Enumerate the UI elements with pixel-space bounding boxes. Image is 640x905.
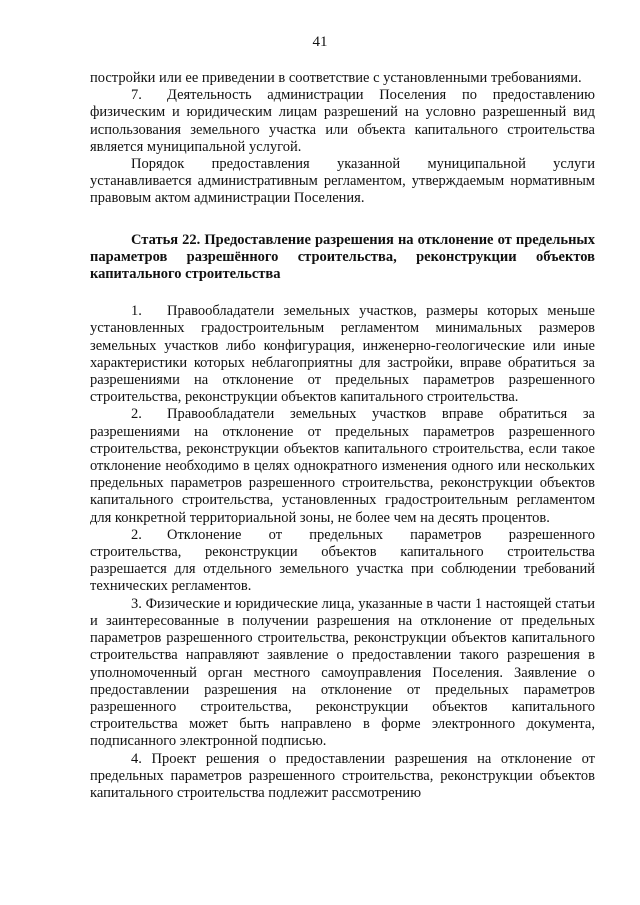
- paragraph-number: 2.: [131, 526, 142, 543]
- paragraph-text: Правообладатели земельных участков, размеры которых меньше установленных градостроительным регламентом минимальных размеров земельных участков либо конфигурация, инженерно-геологические или иные характеристики которых неблагоприятны для застройки, вправе обратиться за разрешениями на отклонение от предельных параметров разрешенного строительства, реконструкции объектов капитального строительства.: [90, 303, 595, 406]
- paragraph-number: 2.: [131, 406, 142, 423]
- paragraph-2: [90, 406, 595, 526]
- paragraph-procedure: Порядок предоставления указанной муниципальной услуги устанавливается административным регламентом, утверждаемым нормативным правовым актом администрации Поселения.: [90, 156, 595, 207]
- paragraph-text: Правообладатели земельных участков вправе обратиться за разрешениями на отклонение от предельных параметров разрешенного строительства, реконструкции объектов капитального строительства, если такое отклонение необходимо в целях однократного изменения одного или нескольких предельных параметров разрешенного строительства, реконструкции объектов капитального строительства, установленных градостроительным регламентом для конкретной территориальной зоны, не более чем на десять процентов.: [90, 406, 595, 526]
- paragraph-7: [90, 87, 595, 156]
- paragraph-number: 7.: [131, 87, 142, 104]
- paragraph-1: [90, 303, 595, 406]
- page-number: 41: [312, 34, 328, 50]
- paragraph-2-deviation: [90, 527, 595, 596]
- paragraph-text: Деятельность администрации Поселения по предоставлению физическим и юридическим лицам разрешений на условно разрешенный вид использования земельного участка или объекта капитального строительства является муниципальной услугой.: [90, 87, 595, 155]
- paragraph-3: 3. Физические и юридические лица, указанные в части 1 настоящей статьи и заинтересованные в получении разрешения на отклонение от предельных параметров разрешенного строительства, реконструкции объектов капитального строительства направляют заявление о предоставлении такого разрешения в уполномоченный орган местного самоуправления Поселения. Заявление о предоставлении разрешения на отклонение от предельных параметров разрешенного строительства, реконструкции объектов капитального строительства может быть направлено в форме электронного документа, подписанного электронной подписью.: [90, 595, 595, 750]
- paragraph-text: Отклонение от предельных параметров разрешенного строительства, реконструкции объектов капитального строительства разрешается для отдельного земельного участка при соблюдении требований технических регламентов.: [90, 526, 595, 595]
- paragraph-number: 1.: [131, 303, 142, 320]
- document-body: [90, 70, 595, 802]
- article-heading: Статья 22. Предоставление разрешения на отклонение от предельных параметров разрешённого строительства, реконструкции объектов капитального строительства: [90, 231, 595, 283]
- paragraph-4: 4. Проект решения о предоставлении разрешения на отклонение от предельных параметров разрешенного строительства, реконструкции объектов капитального строительства подлежит рассмотрению: [90, 750, 595, 801]
- paragraph-continuation: постройки или ее приведении в соответствие с установленными требованиями.: [90, 70, 582, 86]
